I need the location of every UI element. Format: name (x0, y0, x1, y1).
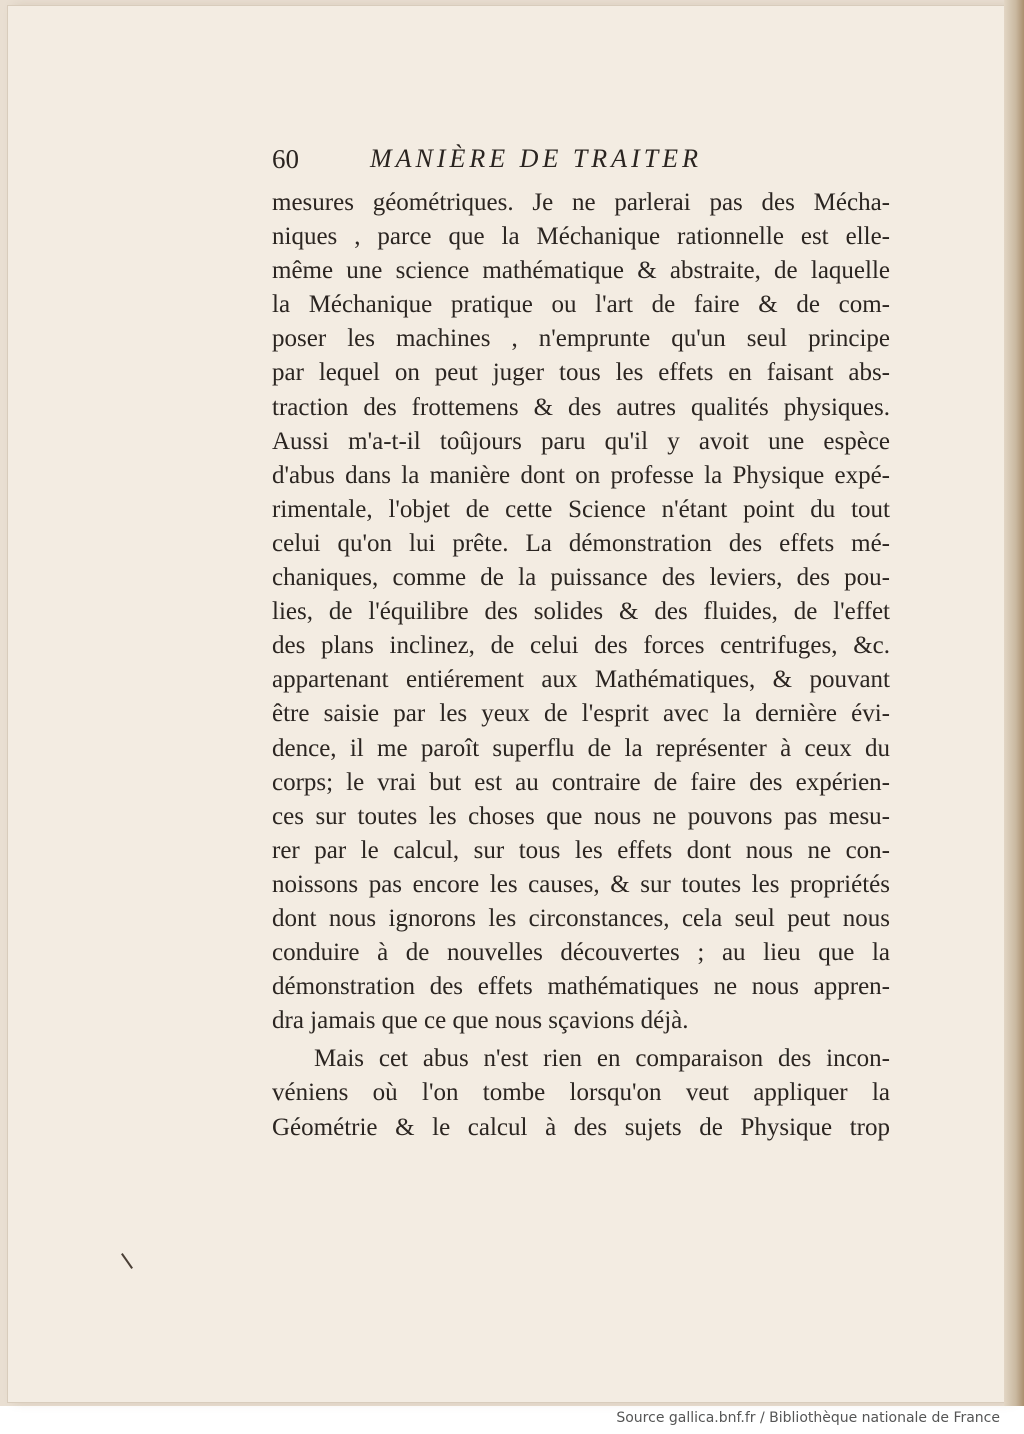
text-line: chaniques, comme de la puissance des leviers, des pou- (272, 564, 890, 592)
text-line: traction des frottemens & des autres qualités physiques. (272, 393, 890, 421)
text-line: dont nous ignorons les circonstances, cela seul peut nous (272, 904, 890, 932)
text-line: Mais cet abus n'est rien en comparaison des incon- (314, 1045, 890, 1073)
text-line: poser les machines , n'emprunte qu'un seul principe (272, 325, 890, 353)
text-line: noissons pas encore les causes, & sur toutes les propriétés (272, 870, 890, 898)
text-line: lies, de l'équilibre des solides & des fluides, de l'effet (272, 598, 890, 626)
text-line: mesures géométriques. Je ne parlerai pas des Mécha- (272, 189, 890, 216)
text-line: Géométrie & le calcul à des sujets de Physique trop (272, 1113, 890, 1141)
text-line: rimentale, l'objet de cette Science n'étant point du tout (272, 495, 890, 523)
text-line: démonstration des effets mathématiques ne nous appren- (272, 973, 890, 1001)
text-line: même une science mathématique & abstraite, de laquelle (272, 257, 890, 285)
text-line: des plans inclinez, de celui des forces centrifuges, &c. (272, 632, 890, 660)
text-line: Aussi m'a-t-il toûjours paru qu'il y avoit une espèce (272, 427, 890, 455)
text-line: appartenant entiérement aux Mathématiques, & pouvant (272, 666, 890, 694)
text-line: d'abus dans la manière dont on professe la Physique expé- (272, 461, 890, 489)
text-line: ces sur toutes les choses que nous ne pouvons pas mesu- (272, 802, 890, 830)
text-line: la Méchanique pratique ou l'art de faire & de com- (272, 291, 890, 319)
text-line: par lequel on peut juger tous les effets en faisant abs- (272, 359, 890, 387)
body-text (272, 186, 890, 1145)
ink-mark (120, 1252, 134, 1270)
text-line: niques , parce que la Méchanique rationnelle est elle- (272, 223, 890, 251)
text-line: être saisie par les yeux de l'esprit avec la dernière évi- (272, 700, 890, 728)
text-line: conduire à de nouvelles découvertes ; au lieu que la (272, 939, 890, 967)
page-number: 60 (272, 144, 299, 174)
text-line: véniens où l'on tombe lorsqu'on veut appliquer la (272, 1079, 890, 1107)
text-line: dra jamais que ce que nous sçavions déjà. (272, 1007, 689, 1035)
text-line: celui qu'on lui prête. La démonstration des effets mé- (272, 529, 890, 557)
text-line: corps; le vrai but est au contraire de faire des expérien- (272, 768, 890, 796)
page-edge (1004, 0, 1024, 1406)
source-credit: Source gallica.bnf.fr / Bibliothèque nationale de France (616, 1410, 1000, 1426)
text-line: rer par le calcul, sur tous les effets dont nous ne con- (272, 836, 890, 864)
page-header (272, 144, 892, 184)
running-title: MANIÈRE DE TRAITER (370, 144, 702, 173)
text-line: dence, il me paroît superflu de la représenter à ceux du (272, 734, 890, 762)
